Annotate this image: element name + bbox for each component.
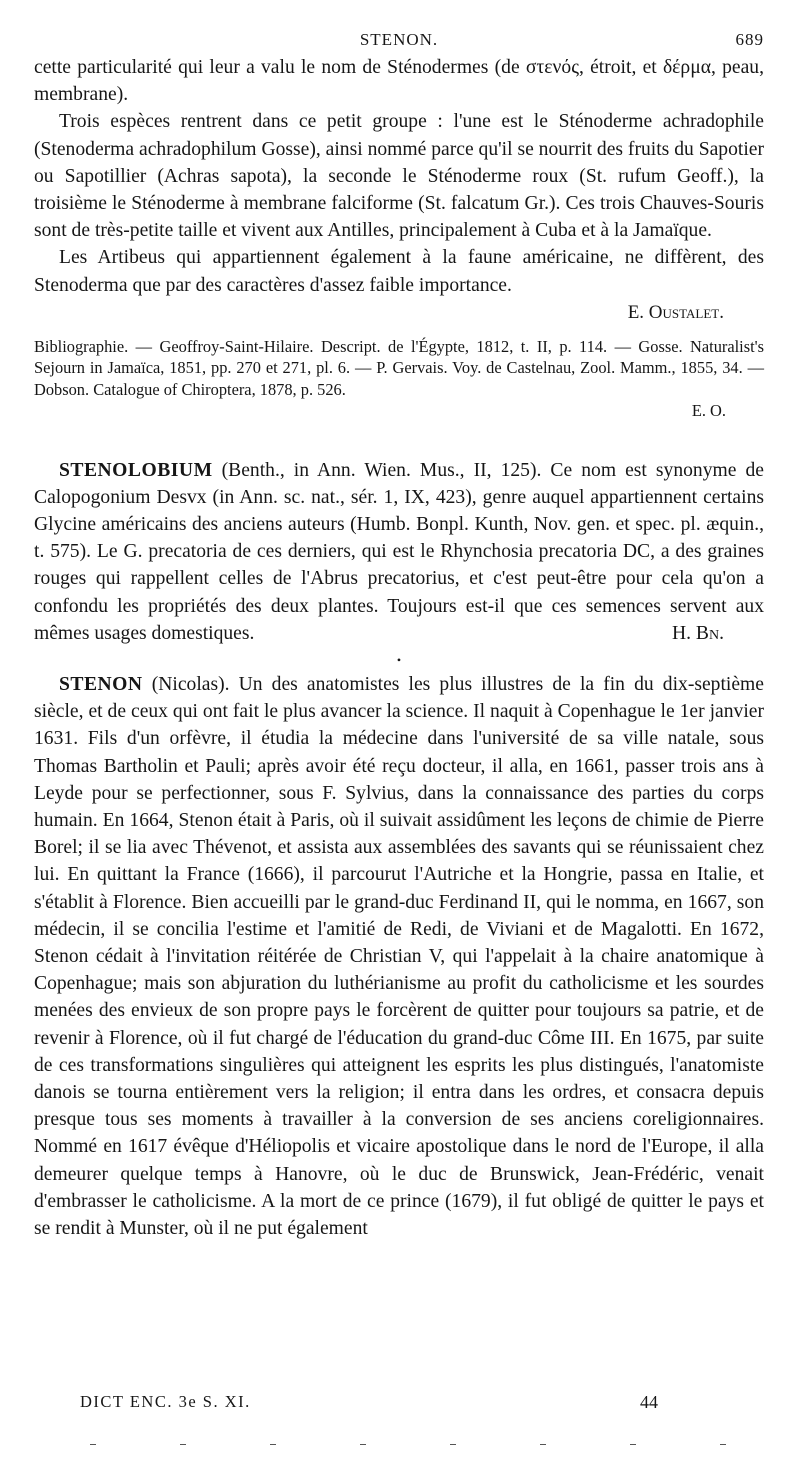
bibliography: Bibliographie. — Geoffroy-Saint-Hilaire. Descript. de l'Égypte, 1812, t. II, p. 114. — Gosse. Naturalist's Sejourn in Jamaïca, 1851, pp. 270 et 271, pl. 6. — P. Gervais. Voy. de Castelnau, Zool. Mamm., 1855, 34. — Dobson. Catalogue of Chiroptera, 1878, p. 526. — [34, 336, 764, 400]
dictionary-entry — [34, 457, 764, 647]
running-title: STENON. — [359, 30, 439, 49]
article-continuation: cette particularité qui leur a valu le nom de Sténodermes (de στενός, étroit, et δέρμα, peau, membrane). — [34, 57, 764, 106]
entry-headword: STENON — [59, 674, 143, 696]
dictionary-entry — [34, 671, 764, 1242]
article-paragraph: Trois espèces rentrent dans ce petit groupe : l'une est le Sténoderme achradophile (Stenoderma achradophilum Gosse), ainsi nommé parce qu'il se nourrit des fruits du Sapotier ou Sapotillier (Achras sapota), la seconde le Sténoderme roux (St. rufum Geoff.), la troisième le Sténoderme à membrane falciforme (St. falcatum Gr.). Ces trois Chauves-Souris sont de très-petite taille et vivent aux Antilles, principalement à Cuba et à la Jamaïque. — [34, 111, 764, 242]
entry-signature: H. Bn. — [671, 622, 724, 644]
running-head — [34, 28, 764, 54]
entry-text: (Benth., in Ann. Wien. Mus., II, 125). Ce nom est synonyme de Calopogonium Desvx (in Ann. sc. nat., sér. 1, IX, 423), genre auquel appartiennent certains Glycine américains des anciens auteurs (Humb. Bonpl. Kunth, Nov. gen. et spec. pl. æquin., t. 575). Le G. precatoria de ces derniers, qui est le Rhynchosia precatoria DC, a des graines rouges qui rappellent celles de l'Abrus precatorius, et c'est peut-être pour cela qu'on a confondu les propriétés des deux plantes. Toujours est-il que ces semences servent aux mêmes usages domestiques. — [34, 459, 764, 644]
sheet-number: 44 — [640, 1392, 658, 1412]
bibliography-signature: E. O. — [691, 400, 726, 420]
bottom-edge-marks — [90, 1444, 730, 1446]
separator-mark: • — [396, 653, 402, 668]
article-paragraph: Les Artibeus qui appartiennent également à la faune américaine, ne diffèrent, des Stenoderma que par des caractères d'assez faible importance. — [34, 247, 764, 296]
entry-text: (Nicolas). Un des anatomistes les plus illustres de la fin du dix-septième siècle, et de ceux qui ont fait le plus avancer la science. Il naquit à Copenhague le 1er janvier 1631. Fils d'un orfèvre, il étudia la médecine dans l'université de sa ville natale, sous Thomas Bartholin et Pauli; après avoir été reçu docteur, il alla, en 1661, passer trois ans à Leyde pour se perfectionner, sous F. Sylvius, dans la connaissance des parties du corps humain. En 1664, Stenon était à Paris, où il suivait assidûment les leçons de chimie de Pierre Borel; il se lia avec Thévenot, et assista aux assemblées des savants qui se réunissaient chez lui. En quittant la France (1666), il parcourut l'Autriche et la Hongrie, passa en Italie, et s'établit à Florence. Bien accueilli par le grand-duc Ferdinand II, qui le nomma, en 1667, son médecin, il se concilia l'estime et l'amitié de Redi, de Viviani et de Magalotti. En 1672, Stenon cédait à l'invitation réitérée de Christian V, qui l'appelait à la chaire anatomique à Copenhague; mais son abjuration du luthérianisme au profit du catholicisme et les sourdes menées des envieux de son propre pays le forcèrent de quitter pour toujours sa patrie, et de revenir à Florence, où il fut chargé de l'éducation du grand-duc Côme III. En 1675, par suite de ces transformations singulières qui atteignent les esprits les plus distingués, l'anatomiste danois se tourna entièrement vers la religion; il entra dans les ordres, et consacra depuis presque tous ses moments à travailler à la conversion de ses anciens coreligionnaires. Nommé en 1617 évêque d'Héliopolis et vicaire apostolique dans le nord de l'Europe, il alla demeurer quelque temps à Hanovre, où le duc de Brunswick, Jean-Frédéric, venait d'embrasser le catholicisme. A la mort de ce prince (1679), il fut obligé de quitter le pays et se rendit à Munster, où il ne put également — [34, 674, 764, 1240]
signature-mark: DICT ENC. 3e S. XI. — [80, 1392, 251, 1411]
page — [34, 28, 764, 1242]
entry-headword: STENOLOBIUM — [59, 459, 213, 481]
author-signature: E. Oustalet. — [627, 301, 724, 323]
page-number: 689 — [735, 30, 764, 49]
